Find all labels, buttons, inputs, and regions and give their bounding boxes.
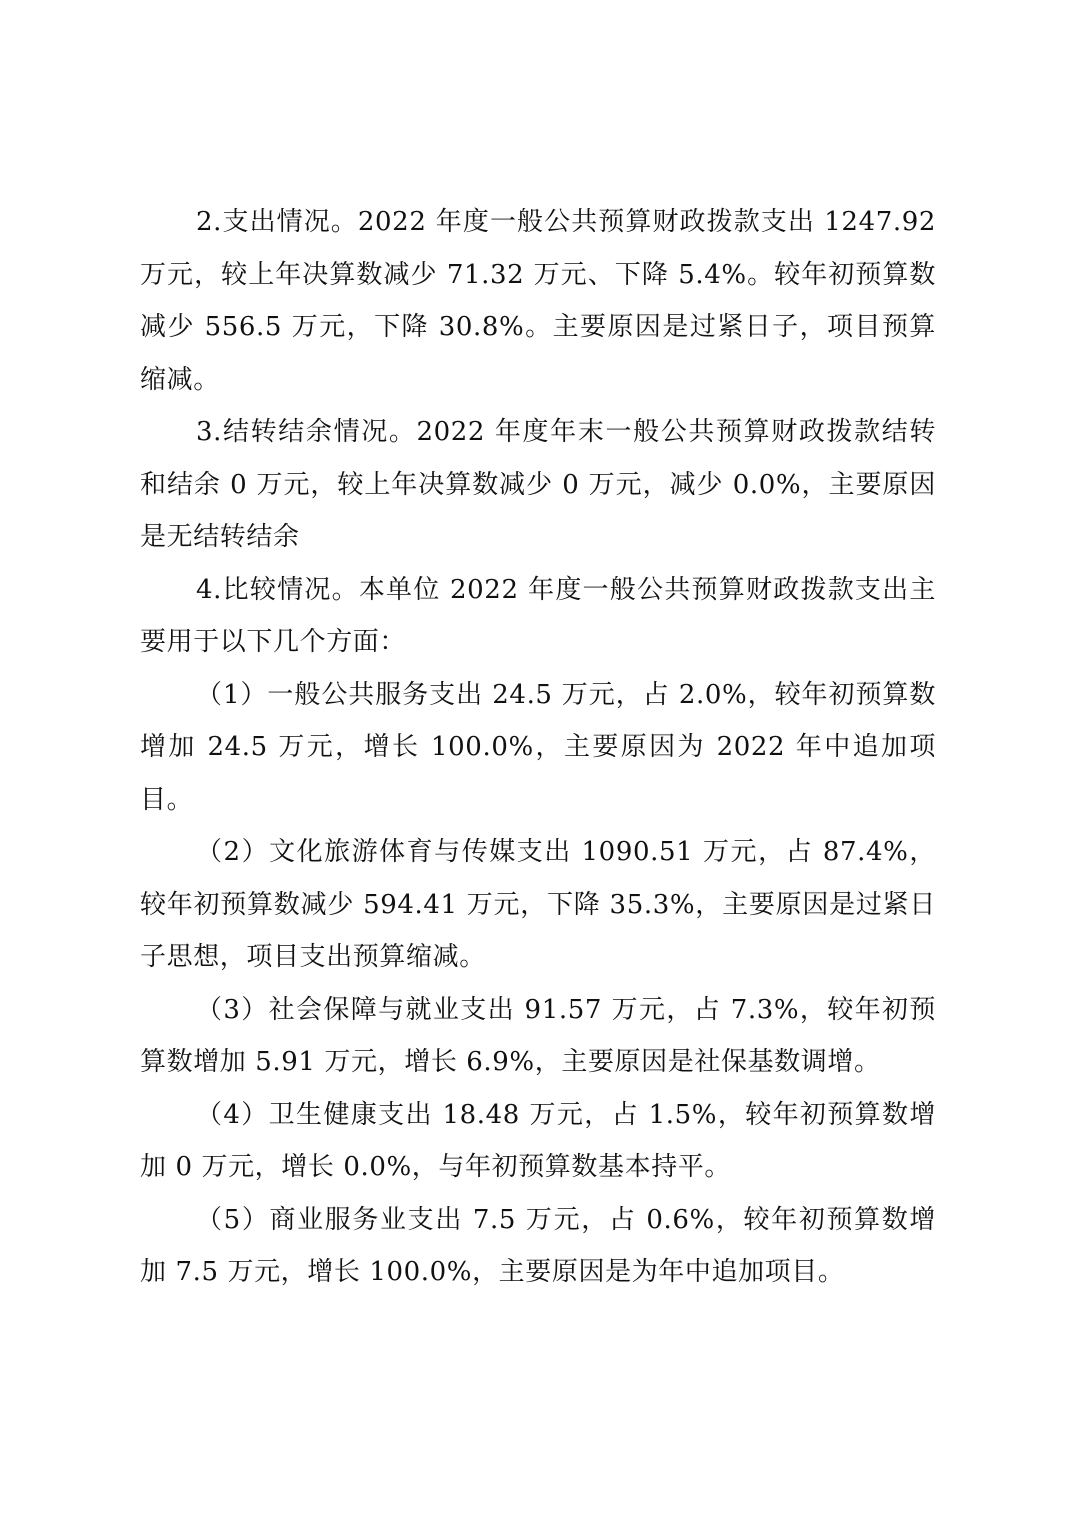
paragraph-item-2: （2）文化旅游体育与传媒支出 1090.51 万元，占 87.4%，较年初预算数减少 594.41 万元，下降 35.3%，主要原因是过紧日子思想，项目支出预算缩减。 (140, 837, 936, 972)
paragraph-carryover: 3.结转结余情况。2022 年度年末一般公共预算财政拨款结转和结余 0 万元，较上年决算数减少 0 万元，减少 0.0%，主要原因是无结转结余 (140, 417, 936, 552)
paragraph-item-5: （5）商业服务业支出 7.5 万元，占 0.6%，较年初预算数增加 7.5 万元，增长 100.0%，主要原因是为年中追加项目。 (140, 1204, 936, 1287)
paragraph-expenditure: 2.支出情况。2022 年度一般公共预算财政拨款支出 1247.92 万元，较上年决算数减少 71.32 万元、下降 5.4%。较年初预算数减少 556.5 万元，下降 30.8%。主要原因是过紧日子，项目预算缩减。 (140, 207, 936, 395)
paragraph-item-3: （3）社会保障与就业支出 91.57 万元，占 7.3%，较年初预算数增加 5.91 万元，增长 6.9%，主要原因是社保基数调增。 (140, 994, 936, 1077)
paragraph-comparison: 4.比较情况。本单位 2022 年度一般公共预算财政拨款支出主要用于以下几个方面： (140, 574, 936, 657)
paragraph-item-1: （1）一般公共服务支出 24.5 万元，占 2.0%，较年初预算数增加 24.5 万元，增长 100.0%，主要原因为 2022 年中追加项目。 (140, 679, 936, 815)
document-body (140, 196, 936, 1299)
paragraph-item-4: （4）卫生健康支出 18.48 万元，占 1.5%，较年初预算数增加 0 万元，增长 0.0%，与年初预算数基本持平。 (140, 1099, 936, 1182)
